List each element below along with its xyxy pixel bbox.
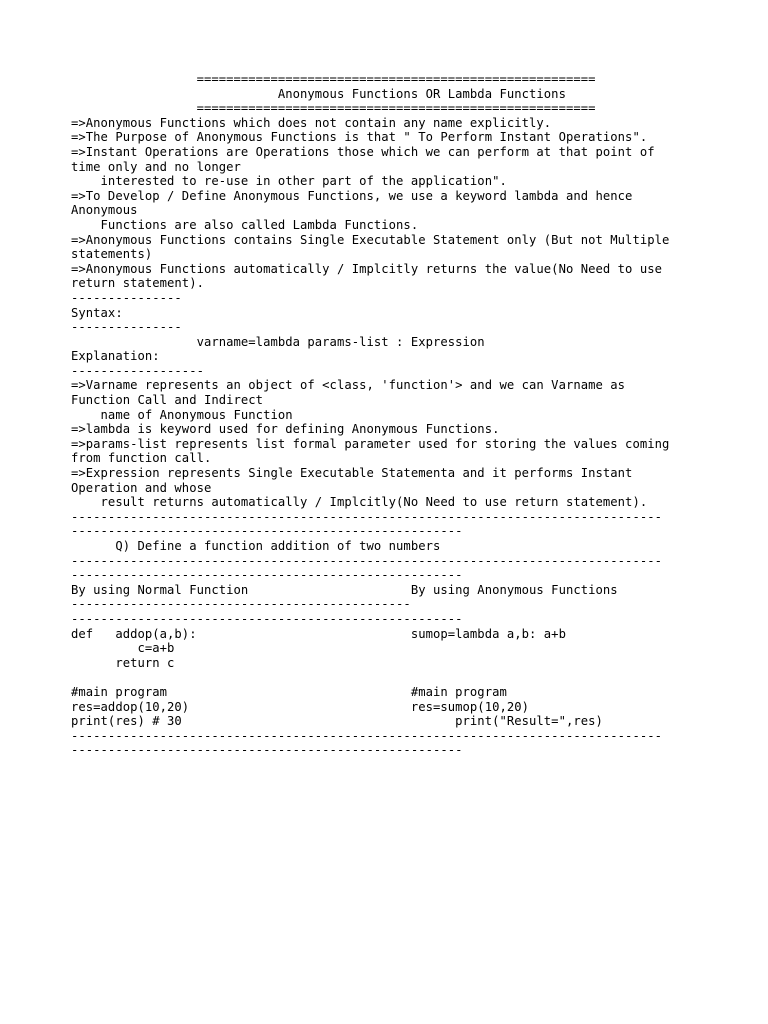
code-line: return c — [71, 655, 175, 670]
text-line: =>Anonymous Functions contains Single Executable Statement only (But not Multiple — [71, 232, 670, 247]
divider-line: ------------------ — [71, 363, 204, 378]
text-line: from function call. — [71, 451, 212, 466]
text-line: return statement). — [71, 276, 204, 291]
title-rule-bottom: ====================================================== — [71, 101, 596, 116]
document-title: Anonymous Functions OR Lambda Functions — [71, 86, 566, 101]
text-line: =>Varname represents an object of <class, 'function'> and we can Varname as — [71, 378, 626, 393]
text-line: =>To Develop / Define Anonymous Functions, we use a keyword lambda and hence — [71, 188, 633, 203]
divider-line: -------------------------------------------------------------------------------- — [71, 728, 662, 743]
text-line: name of Anonymous Function — [71, 407, 293, 422]
text-line: Functions are also called Lambda Functions. — [71, 217, 419, 232]
code-line: c=a+b — [71, 641, 175, 656]
text-line: result returns automatically / Implcitly(No Need to use return statement). — [71, 495, 648, 510]
divider-line: -------------------------------------------------------------------------------- — [71, 553, 662, 568]
divider-line: ---------------------------------------------- — [71, 597, 411, 612]
text-line: Operation and whose — [71, 480, 212, 495]
divider-line: ----------------------------------------------------- — [71, 568, 463, 583]
text-line: =>Expression represents Single Executable Statementa and it performs Instant — [71, 466, 633, 481]
title-rule-top: ====================================================== — [71, 72, 596, 86]
blank-line — [71, 670, 751, 685]
divider-line: --------------- — [71, 290, 182, 305]
divider-line: ----------------------------------------------------- — [71, 524, 463, 539]
comparison-column-headers: By using Normal Function By using Anonymous Functions — [71, 582, 618, 597]
text-line: =>lambda is keyword used for defining Anonymous Functions. — [71, 422, 500, 437]
text-line: statements) — [71, 247, 153, 262]
divider-line: --------------- — [71, 320, 182, 335]
section-heading-syntax: Syntax: — [71, 305, 123, 320]
code-line: def addop(a,b): sumop=lambda a,b: a+b — [71, 626, 566, 641]
divider-line: -------------------------------------------------------------------------------- — [71, 509, 662, 524]
section-heading-explanation: Explanation: — [71, 349, 160, 364]
text-line: =>The Purpose of Anonymous Functions is that " To Perform Instant Operations". — [71, 130, 648, 145]
text-line: Anonymous — [71, 203, 138, 218]
syntax-code-line: varname=lambda params-list : Expression — [71, 334, 485, 349]
text-line: =>Anonymous Functions automatically / Implcitly returns the value(No Need to use — [71, 261, 662, 276]
code-line: #main program #main program — [71, 684, 507, 699]
text-line: =>Anonymous Functions which does not contain any name explicitly. — [71, 115, 552, 130]
text-line: interested to re-use in other part of the application". — [71, 174, 507, 189]
code-line: res=addop(10,20) res=sumop(10,20) — [71, 699, 530, 714]
question-heading: Q) Define a function addition of two numbers — [71, 539, 441, 553]
divider-line: ----------------------------------------------------- — [71, 611, 463, 626]
text-line: =>params-list represents list formal parameter used for storing the values coming — [71, 436, 670, 451]
code-line: print(res) # 30 print("Result=",res) — [71, 714, 603, 729]
document-page — [71, 72, 751, 758]
divider-line: ----------------------------------------------------- — [71, 743, 463, 758]
text-line: =>Instant Operations are Operations those which we can perform at that point of — [71, 144, 655, 159]
text-line: time only and no longer — [71, 159, 241, 174]
text-line: Function Call and Indirect — [71, 393, 264, 408]
